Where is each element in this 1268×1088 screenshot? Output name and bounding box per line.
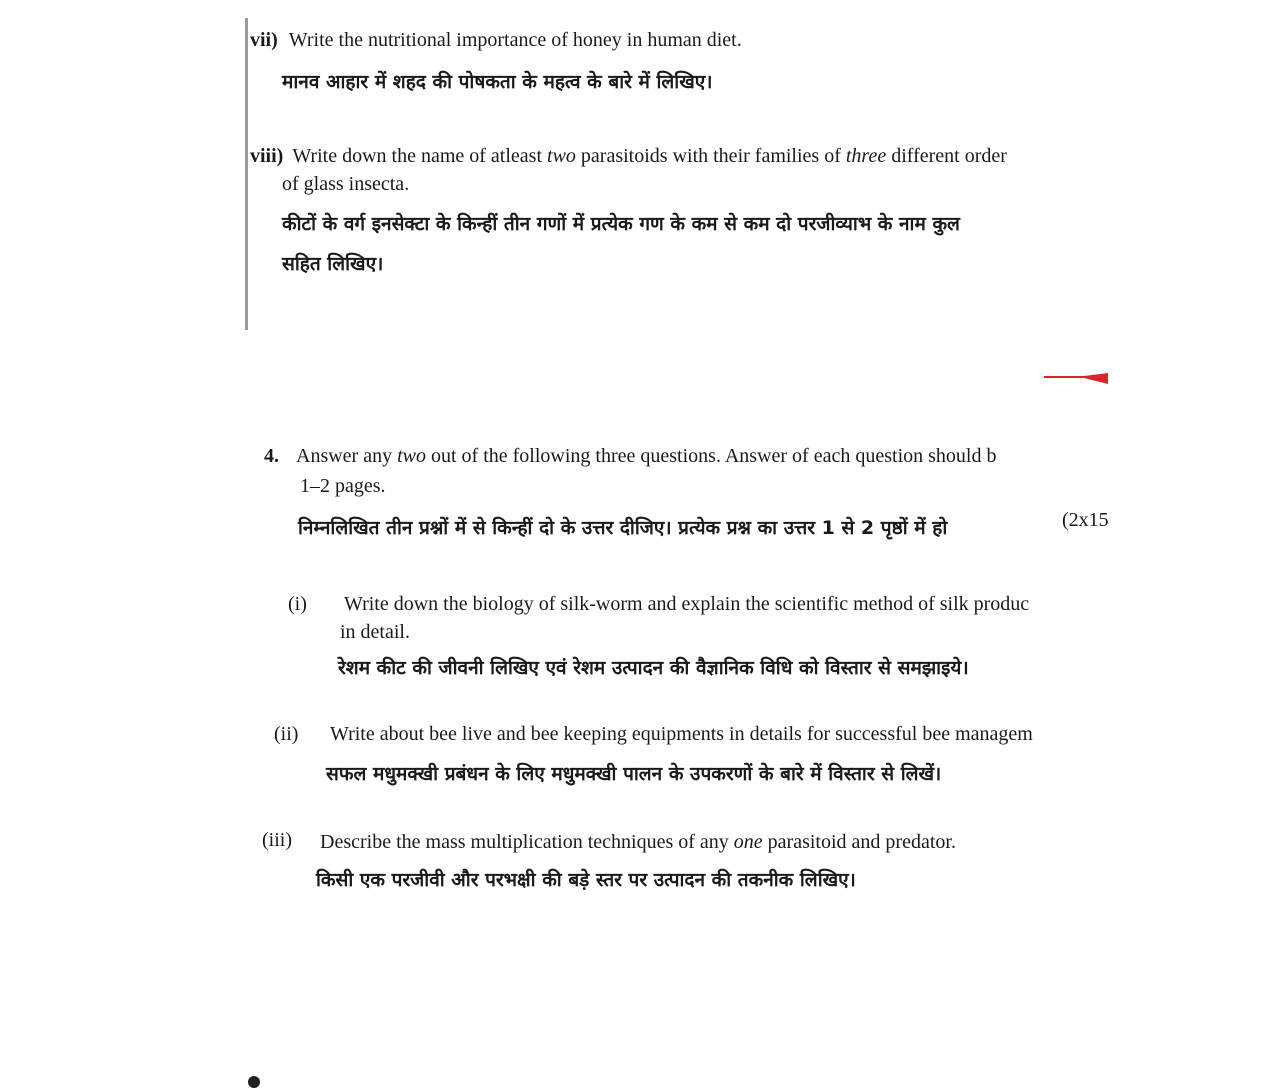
q3-vii-marker: vii) — [250, 29, 278, 51]
q3-vii-english — [250, 28, 742, 52]
q3-viii-hindi-line1: कीटों के वर्ग इनसेक्टा के किन्हीं तीन गणों में प्रत्येक गण के कम से कम दो परजीव्याभ के नाम कुल — [282, 213, 960, 235]
q4-iii-text-c: parasitoid and predator. — [762, 831, 956, 853]
q4-ii-marker: (ii) — [274, 723, 299, 745]
red-pen-mark-shape — [1044, 373, 1108, 384]
q4-instr-c: out of the following three questions. Answer of each question should b — [426, 445, 997, 467]
q4-ii-hindi: सफल मधुमक्खी प्रबंधन के लिए मधुमक्खी पालन के उपकरणों के बारे में विस्तार से लिखें। — [326, 763, 942, 785]
q3-viii-text-c: parasitoids with their families of — [575, 145, 846, 167]
q3-viii-marker: viii) — [250, 145, 284, 167]
q4-iii-marker: (iii) — [262, 829, 292, 851]
q3-viii-text-d: three — [845, 145, 887, 167]
q3-vii-hindi: मानव आहार में शहद की पोषकता के महत्व के बारे में लिखिए। — [282, 71, 713, 93]
q4-i-english-line1: Write down the biology of silk-worm and explain the scientific method of silk produc — [344, 593, 1030, 615]
q4-i-hindi: रेशम कीट की जीवनी लिखिए एवं रेशम उत्पादन की वैज्ञानिक विधि को विस्तार से समझाइये। — [338, 657, 969, 679]
q4-iii-hindi: किसी एक परजीवी और परभक्षी की बड़े स्तर पर उत्पादन की तकनीक लिखिए। — [316, 869, 856, 891]
q3-viii-text-b: two — [547, 145, 576, 167]
q4-instr-b: two — [397, 445, 426, 467]
q3-viii-hindi-line2: सहित लिखिए। — [282, 253, 384, 275]
q4-iii-text-b: one — [733, 831, 763, 853]
red-pen-mark — [1044, 372, 1108, 384]
q4-instruction-line2: 1–2 pages. — [300, 475, 386, 497]
q4-iii-english-line1 — [320, 830, 956, 854]
q4-instruction-hindi: निम्नलिखित तीन प्रश्नों में से किन्हीं दो के उत्तर दीजिए। प्रत्येक प्रश्न का उत्तर 1 से 2 पृष्ठों में हो — [298, 517, 948, 539]
ink-dot — [248, 1076, 260, 1088]
q4-marks: (2x15 — [1062, 509, 1109, 531]
q3-viii-text-a: Write down the name of atleast — [292, 145, 548, 167]
q4-instruction-line1 — [264, 444, 996, 468]
q3-viii-english-line2: of glass insecta. — [282, 173, 410, 195]
q4-i-english-line2: in detail. — [340, 621, 410, 643]
q4-i-marker: (i) — [288, 593, 307, 615]
q4-number: 4. — [264, 445, 279, 467]
q3-vii-text: Write the nutritional importance of honey in human diet. — [288, 29, 742, 51]
q4-ii-english-line1: Write about bee live and bee keeping equipments in details for successful bee managem — [330, 723, 1033, 745]
q3-viii-text-e: different order — [886, 145, 1007, 167]
q3-viii-english-line1 — [250, 144, 1007, 168]
q4-iii-text-a: Describe the mass multiplication techniques of any — [320, 831, 734, 853]
q4-instr-a: Answer any — [296, 445, 398, 467]
